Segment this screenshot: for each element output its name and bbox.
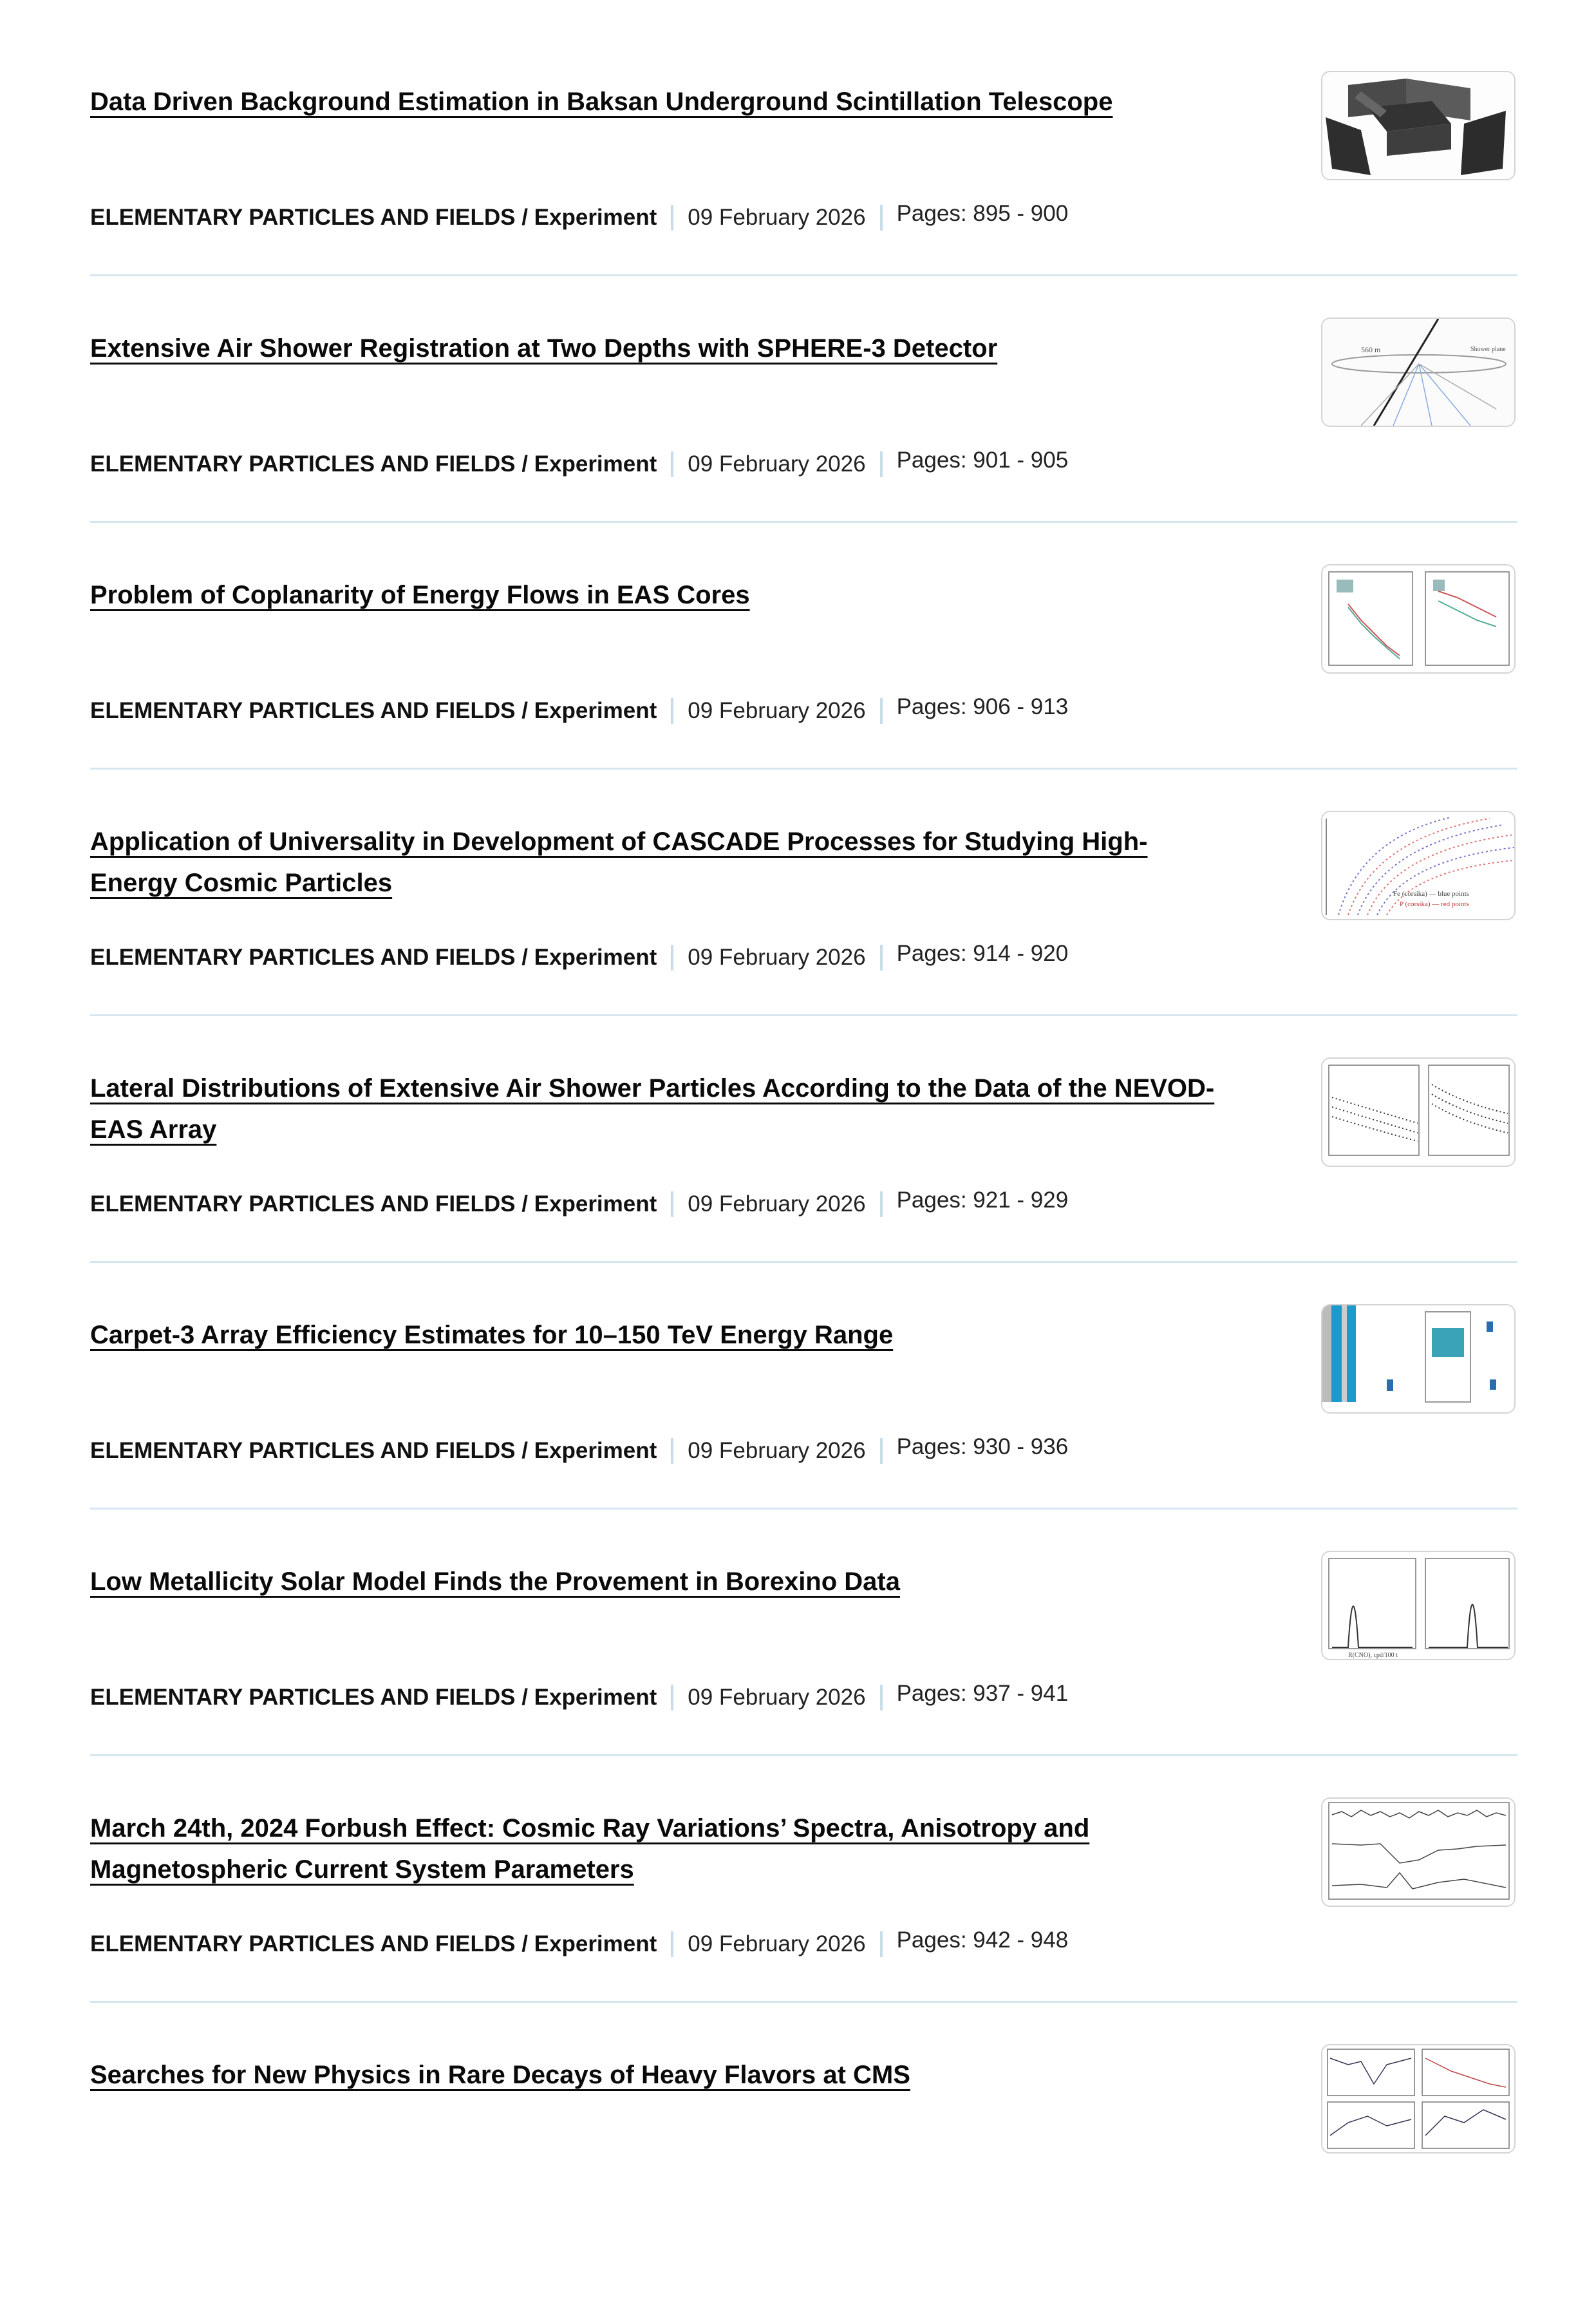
article-thumbnail[interactable] [1321,2044,1516,2154]
svg-text:560 m: 560 m [1361,345,1381,354]
meta-separator [671,451,673,477]
svg-text:P (corsika) — red points: P (corsika) — red points [1400,900,1469,908]
article-item [90,2054,1517,2301]
meta-separator [671,205,673,231]
article-item [90,821,1517,1068]
article-date: 09 February 2026 [688,1685,866,1710]
article-category[interactable]: ELEMENTARY PARTICLES AND FIELDS / Experiment [90,1191,657,1217]
article-thumbnail[interactable] [1321,1551,1516,1660]
meta-separator [671,1191,673,1217]
article-title-link[interactable]: Application of Universality in Development of CASCADE Processes for Studying High-Energy Cosmic Particles [90,828,1148,897]
article-thumbnail[interactable] [1321,1797,1516,1907]
meta-separator [880,205,883,231]
article-thumbnail[interactable] [1321,811,1516,920]
article-divider [90,768,1517,770]
article-item [90,574,1517,821]
article-title [90,81,1223,122]
article-category[interactable]: ELEMENTARY PARTICLES AND FIELDS / Experiment [90,205,657,230]
article-date: 09 February 2026 [688,1931,866,1956]
article-divider [90,1261,1517,1263]
article-pages: Pages: 930 - 936 [896,1434,1069,1459]
svg-text:Shower plane: Shower plane [1470,346,1506,353]
article-divider [90,521,1517,523]
four-panel-plot-thumbnail-icon [1322,2045,1514,2152]
article-title-link[interactable]: Carpet-3 Array Efficiency Estimates for 10–150 TeV Energy Range [90,1321,894,1349]
svg-text:R(CNO), cpd/100 t: R(CNO), cpd/100 t [1348,1652,1398,1659]
article-title [90,2054,1223,2096]
array-layout-thumbnail-icon [1322,1305,1514,1412]
article-meta [90,943,1068,972]
article-category[interactable]: ELEMENTARY PARTICLES AND FIELDS / Experiment [90,1931,657,1956]
article-pages: Pages: 921 - 929 [896,1188,1069,1213]
article-pages: Pages: 901 - 905 [896,448,1069,473]
article-category[interactable]: ELEMENTARY PARTICLES AND FIELDS / Experiment [90,451,657,477]
article-meta [90,201,1069,232]
article-title-link[interactable]: Low Metallicity Solar Model Finds the Provement in Borexino Data [90,1567,900,1596]
article-date: 09 February 2026 [688,205,866,230]
article-title [90,1808,1223,1890]
meta-separator [880,1931,883,1957]
article-category[interactable]: ELEMENTARY PARTICLES AND FIELDS / Experiment [90,698,657,723]
meta-separator [671,1685,673,1710]
article-date: 09 February 2026 [688,698,866,723]
article-item [90,1314,1517,1561]
article-item [90,81,1517,328]
article-category[interactable]: ELEMENTARY PARTICLES AND FIELDS / Experiment [90,945,657,970]
meta-separator [880,451,883,477]
meta-separator [880,698,883,724]
article-category[interactable]: ELEMENTARY PARTICLES AND FIELDS / Experiment [90,1685,657,1710]
article-meta [90,450,1068,478]
article-thumbnail[interactable] [1321,1057,1516,1167]
two-panel-plot-thumbnail-icon [1322,565,1514,672]
article-thumbnail[interactable] [1321,1304,1516,1414]
article-title-link[interactable]: March 24th, 2024 Forbush Effect: Cosmic Ray Variations’ Spectra, Anisotropy and Magnetospheric Current System Parameters [90,1814,1090,1884]
article-date: 09 February 2026 [688,451,866,477]
article-meta [90,1434,1069,1465]
meta-separator [880,1191,883,1217]
article-title [90,574,1223,616]
svg-text:Fe (corsika) — blue points: Fe (corsika) — blue points [1393,890,1469,898]
article-pages: Pages: 937 - 941 [896,1681,1069,1706]
article-title-link[interactable]: Problem of Coplanarity of Energy Flows in EAS Cores [90,581,750,609]
article-date: 09 February 2026 [688,1438,866,1463]
article-divider [90,1014,1517,1016]
article-divider [90,2001,1517,2003]
article-title-link[interactable]: Lateral Distributions of Extensive Air Shower Particles According to the Data of the NEVOD-EAS Array [90,1074,1215,1144]
article-title-link[interactable]: Extensive Air Shower Registration at Two Depths with SPHERE-3 Detector [90,334,998,363]
time-series-thumbnail-icon [1322,1799,1514,1906]
article-item [90,1808,1517,2054]
meta-separator [671,1438,673,1464]
article-title [90,328,1223,369]
meta-separator [671,945,673,971]
article-title-link[interactable]: Searches for New Physics in Rare Decays of Heavy Flavors at CMS [90,2061,910,2089]
meta-separator [880,945,883,971]
article-category[interactable]: ELEMENTARY PARTICLES AND FIELDS / Experiment [90,1438,657,1463]
article-date: 09 February 2026 [688,945,866,970]
article-divider [90,274,1517,276]
peak-plot-thumbnail-icon [1322,1552,1514,1659]
article-pages: Pages: 906 - 913 [896,694,1069,719]
article-title [90,1068,1223,1150]
article-pages: Pages: 914 - 920 [896,941,1069,966]
meta-separator [880,1685,883,1710]
shower-geometry-thumbnail-icon [1322,319,1514,426]
article-title [90,1314,1223,1356]
article-divider [90,1754,1517,1756]
article-thumbnail[interactable] [1321,71,1516,180]
article-meta [90,1683,1068,1712]
article-title-link[interactable]: Data Driven Background Estimation in Baksan Underground Scintillation Telescope [90,88,1113,116]
article-title [90,821,1223,904]
detector-3d-thumbnail-icon [1322,72,1514,179]
meta-separator [671,1931,673,1957]
meta-separator [880,1438,883,1464]
article-meta [90,1927,1069,1958]
article-thumbnail[interactable] [1321,317,1516,427]
article-pages: Pages: 895 - 900 [896,201,1069,226]
article-pages: Pages: 942 - 948 [896,1927,1069,1953]
cascade-scatter-thumbnail-icon [1322,812,1514,919]
article-divider [90,1508,1517,1510]
article-item [90,1068,1517,1314]
article-thumbnail[interactable] [1321,564,1516,674]
lateral-distribution-thumbnail-icon [1322,1059,1514,1166]
article-date: 09 February 2026 [688,1191,866,1217]
article-item [90,328,1517,574]
meta-separator [671,698,673,724]
article-title [90,1561,1223,1602]
article-item [90,1561,1517,1808]
article-meta [90,1190,1068,1218]
article-meta [90,694,1069,725]
